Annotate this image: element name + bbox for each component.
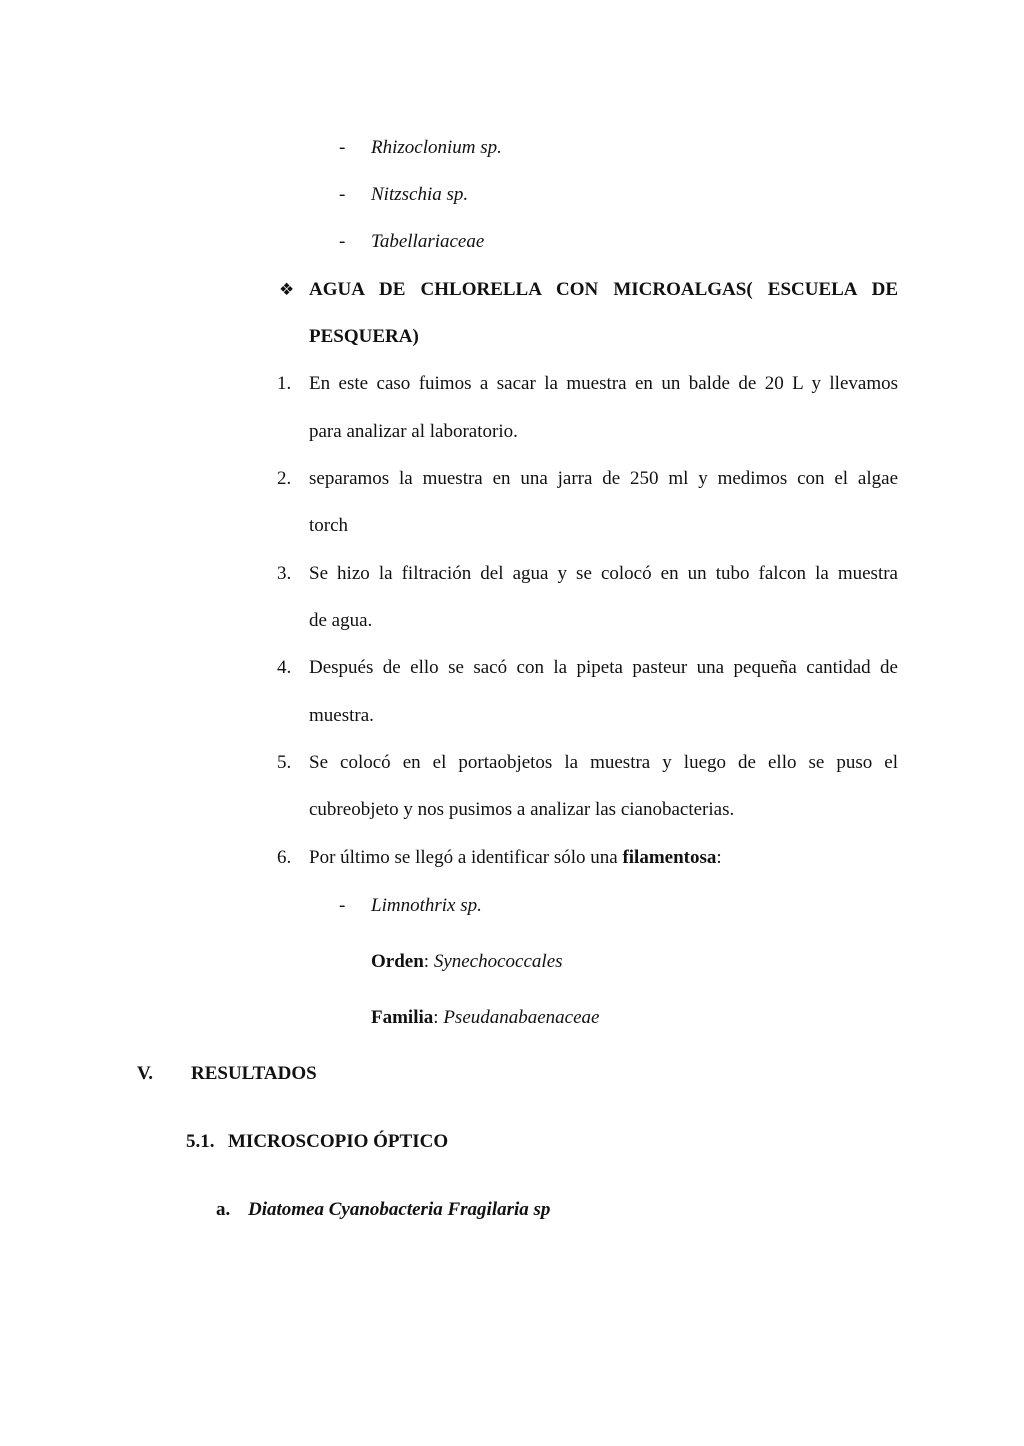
diamond-bullet-icon: ❖ — [279, 280, 295, 300]
orden-label: Orden — [371, 951, 424, 972]
familia-line — [371, 1007, 599, 1029]
step-2-line1: separamos la muestra en una jarra de 250 ml y medimos con el algae — [309, 468, 898, 489]
dash-bullet: - — [339, 895, 346, 916]
dash-bullet: - — [339, 184, 346, 205]
species-nitzschia: Nitzschia sp. — [371, 184, 469, 205]
results-heading: RESULTADOS — [191, 1063, 317, 1084]
step-6-bold-term: filamentosa — [622, 847, 717, 868]
step-1-line2: para analizar al laboratorio. — [309, 421, 518, 442]
step-5-line1: Se colocó en el portaobjetos la muestra y luego de ello se puso el — [309, 752, 898, 773]
step-6-colon: : — [716, 847, 722, 868]
orden-separator: : — [423, 951, 434, 972]
subsection-heading: MICROSCOPIO ÓPTICO — [228, 1131, 449, 1152]
dash-bullet: - — [339, 231, 346, 252]
familia-label: Familia — [371, 1007, 434, 1028]
step-number: 2. — [277, 468, 292, 489]
subsection-number: 5.1. — [186, 1131, 215, 1152]
step-5-line2: cubreobjeto y nos pusimos a analizar las cianobacterias. — [309, 799, 735, 820]
step-number: 1. — [277, 373, 292, 394]
section-heading-line1: AGUA DE CHLORELLA CON MICROALGAS( ESCUELA DE — [309, 279, 898, 300]
step-number: 5. — [277, 752, 292, 773]
species-tabellariaceae: Tabellariaceae — [371, 231, 485, 252]
step-3-line2: de agua. — [309, 610, 373, 631]
step-2-line2: torch — [309, 515, 349, 536]
species-rhizoclonium: Rhizoclonium sp. — [371, 137, 502, 158]
step-4-line1: Después de ello se sacó con la pipeta pasteur una pequeña cantidad de — [309, 657, 898, 678]
section-heading-line2: PESQUERA) — [309, 326, 419, 347]
step-1-line1: En este caso fuimos a sacar la muestra en un balde de 20 L y llevamos — [309, 373, 898, 394]
step-6-text: Por último se llegó a identificar sólo una — [309, 847, 623, 868]
step-4-line2: muestra. — [309, 705, 374, 726]
results-roman-numeral: V. — [137, 1063, 154, 1084]
species-limnothrix: Limnothrix sp. — [371, 895, 482, 916]
step-3-line1: Se hizo la filtración del agua y se colocó en un tubo falcon la muestra — [309, 563, 898, 584]
step-6-line — [309, 847, 722, 869]
step-number: 6. — [277, 847, 292, 868]
familia-separator: : — [433, 1007, 444, 1028]
familia-value: Pseudanabaenaceae — [443, 1007, 600, 1028]
item-heading: Diatomea Cyanobacteria Fragilaria sp — [248, 1199, 551, 1220]
step-number: 4. — [277, 657, 292, 678]
orden-value: Synechococcales — [433, 951, 563, 972]
step-number: 3. — [277, 563, 292, 584]
orden-line — [371, 951, 563, 973]
item-letter: a. — [216, 1199, 231, 1220]
dash-bullet: - — [339, 137, 346, 158]
